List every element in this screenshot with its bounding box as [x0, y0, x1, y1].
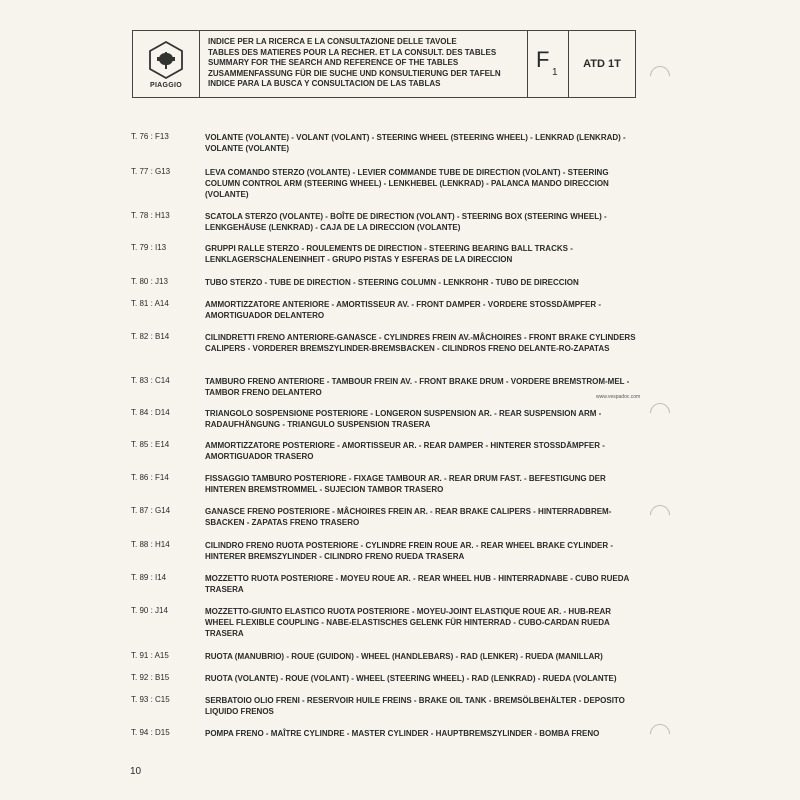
table-code: T. 78 : H13	[131, 211, 170, 220]
table-description: RUOTA (MANUBRIO) - ROUE (GUIDON) - WHEEL (HANDLEBARS) - RAD (LENKER) - RUEDA (MANILLAR)	[205, 652, 603, 661]
table-description: SCATOLA STERZO (VOLANTE) - BOÎTE DE DIRECTION (VOLANT) - STEERING BOX (STEERING WHEEL) - LENKGEHÄUSE (LENKRAD) - CAJA DE LA DIRECCION (VOLANTE)	[205, 212, 607, 232]
index-header	[132, 30, 636, 98]
title-line-en: SUMMARY FOR THE SEARCH AND REFERENCE OF THE TABLES	[208, 58, 459, 67]
watermark: www.vespadoc.com	[596, 394, 641, 400]
table-description: TAMBURO FRENO ANTERIORE - TAMBOUR FREIN AV. - FRONT BRAKE DRUM - VORDERE BREMSTROM-MEL - TAMBOR FRENO DELANTERO	[205, 377, 630, 397]
table-code: T. 77 : G13	[131, 167, 171, 176]
table-code: T. 92 : B15	[131, 673, 170, 682]
table-description: MOZZETTO-GIUNTO ELASTICO RUOTA POSTERIORE - MOYEU-JOINT ELASTIQUE ROUE AR. - HUB-REAR WHEEL FLEXIBLE COUPLING - NABE-ELASTISCHES GELENK FÜR HINTERRAD - CUBO-CARDAN RUEDA TRASERA	[205, 607, 612, 638]
table-code: T. 87 : G14	[131, 506, 171, 515]
title-line-de: ZUSAMMENFASSUNG FÜR DIE SUCHE UND KONSULTIERUNG DER TAFELN	[208, 68, 501, 78]
table-code: T. 82 : B14	[131, 332, 170, 341]
title-line-fr: TABLES DES MATIERES POUR LA RECHER. ET LA CONSULT. DES TABLES	[208, 47, 497, 57]
header-title	[200, 31, 528, 97]
table-code: T. 94 : D15	[131, 728, 170, 737]
table-description: AMMORTIZZATORE POSTERIORE - AMORTISSEUR AR. - REAR DAMPER - HINTERER STOSSDÄMPFER - AMORTIGUADOR TRASERO	[205, 441, 605, 461]
table-code: T. 85 : E14	[131, 440, 170, 449]
table-code: T. 79 : I13	[131, 243, 167, 252]
table-description: TUBO STERZO - TUBE DE DIRECTION - STEERING COLUMN - LENKROHR - TUBO DE DIRECCION	[205, 278, 579, 287]
table-description: POMPA FRENO - MAÎTRE CYLINDRE - MASTER CYLINDER - HAUPTBREMSZYLINDER - BOMBA FRENO	[205, 729, 600, 738]
binder-hole-mark	[646, 720, 674, 748]
table-code: T. 93 : C15	[131, 695, 170, 704]
table-code: T. 83 : C14	[131, 376, 170, 385]
table-code: T. 89 : I14	[131, 573, 167, 582]
table-description: VOLANTE (VOLANTE) - VOLANT (VOLANT) - STEERING WHEEL (STEERING WHEEL) - LENKRAD (LENKRAD) - VOLANTE (VOLANTE)	[205, 133, 626, 153]
table-description: CILINDRETTI FRENO ANTERIORE-GANASCE - CYLINDRES FREIN AV.-MÂCHOIRES - FRONT BRAKE CYLINDERS CALIPERS - VORDERER BREMSZYLINDER-BREMSBACKEN - CILINDROS FRENO DELANTE-RO-ZAPATAS	[205, 333, 636, 353]
table-code: T. 84 : D14	[131, 408, 170, 417]
table-description: LEVA COMANDO STERZO (VOLANTE) - LEVIER COMMANDE TUBE DE DIRECTION (VOLANT) - STEERING COLUMN CONTROL ARM (STEERING WHEEL) - LENKHEBEL (LENKRAD) - PALANCA MANDO DIRECCION (VOLANTE)	[205, 168, 609, 199]
title-line-it: INDICE PER LA RICERCA E LA CONSULTAZIONE DELLE TAVOLE	[208, 37, 457, 46]
table-description: GANASCE FRENO POSTERIORE - MÂCHOIRES FREIN AR. - REAR BRAKE CALIPERS - HINTERRADBREM-SBACKEN - ZAPATAS FRENO TRASERO	[205, 507, 612, 527]
logo-cell	[133, 31, 200, 97]
sheet-letter: F	[536, 47, 550, 72]
binder-hole-mark	[646, 62, 674, 90]
binder-hole-mark	[646, 399, 674, 427]
table-description: RUOTA (VOLANTE) - ROUE (VOLANT) - WHEEL (STEERING WHEEL) - RAD (LENKRAD) - RUEDA (VOLANTE)	[205, 674, 617, 683]
table-code: T. 81 : A14	[131, 299, 169, 308]
table-description: SERBATOIO OLIO FRENI - RESERVOIR HUILE FREINS - BRAKE OIL TANK - BREMSÖLBEHÄLTER - DEPOSITO LIQUIDO FRENOS	[205, 696, 625, 716]
table-description: AMMORTIZZATORE ANTERIORE - AMORTISSEUR AV. - FRONT DAMPER - VORDERE STOSSDÄMPFER - AMORTIGUADOR DELANTERO	[205, 300, 602, 320]
sheet-subscript: 1	[552, 67, 558, 78]
table-description: GRUPPI RALLE STERZO - ROULEMENTS DE DIRECTION - STEERING BEARING BALL TRACKS - LENKLAGERSCHALENEINHEIT - GRUPO PISTAS Y ESFERAS DE LA DIRECCION	[205, 244, 573, 264]
table-code: T. 76 : F13	[131, 132, 169, 141]
table-description: FISSAGGIO TAMBURO POSTERIORE - FIXAGE TAMBOUR AR. - REAR DRUM FAST. - BEFESTIGUNG DER HINTEREN BREMSTROMMEL - SUJECION TAMBOR TRASERO	[205, 474, 606, 494]
sheet-cell	[528, 31, 569, 97]
logo-text: PIAGGIO	[149, 81, 183, 89]
table-code: T. 86 : F14	[131, 473, 169, 482]
table-code: T. 91 : A15	[131, 651, 169, 660]
table-code: T. 90 : J14	[131, 606, 168, 615]
table-description: CILINDRO FRENO RUOTA POSTERIORE - CYLINDRE FREIN ROUE AR. - REAR WHEEL BRAKE CYLINDER - HINTERER BREMSZYLINDER - CILINDRO FRENO RUEDA TRASERA	[205, 541, 614, 561]
binder-hole-mark	[646, 501, 674, 529]
table-code: T. 80 : J13	[131, 277, 168, 286]
model-label: ATD 1T	[583, 58, 621, 70]
table-description: TRIANGOLO SOSPENSIONE POSTERIORE - LONGERON SUSPENSION AR. - REAR SUSPENSION ARM - RADAUFHÄNGUNG - TRIANGULO SUSPENSION TRASERA	[205, 409, 602, 429]
table-description: MOZZETTO RUOTA POSTERIORE - MOYEU ROUE AR. - REAR WHEEL HUB - HINTERRADNABE - CUBO RUEDA TRASERA	[205, 574, 629, 594]
title-line-es: INDICE PARA LA BUSCA Y CONSULTACION DE LAS TABLAS	[208, 79, 441, 88]
table-code: T. 88 : H14	[131, 540, 170, 549]
piaggio-logo-icon	[146, 40, 186, 80]
page-number: 10	[130, 766, 142, 777]
